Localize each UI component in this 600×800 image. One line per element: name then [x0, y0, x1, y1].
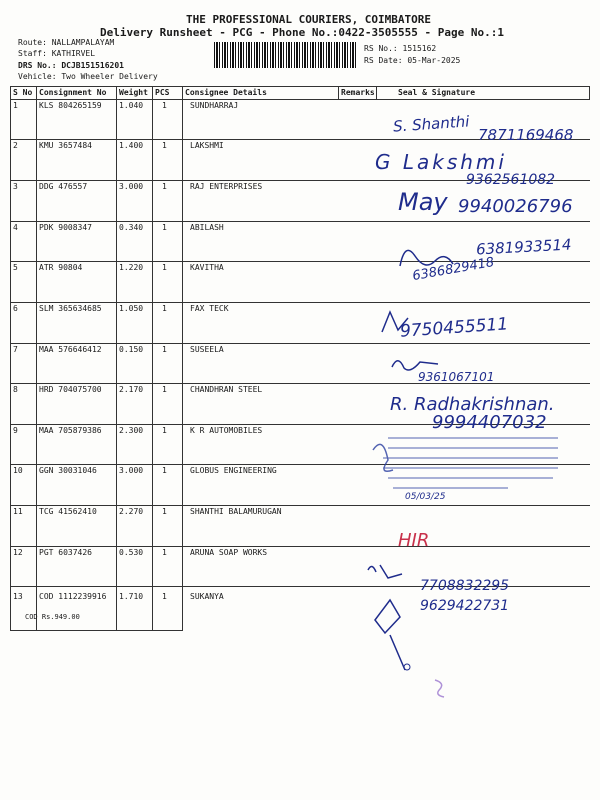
sheet-title: Delivery Runsheet - PCG - Phone No.:0422-3505555 - Page No.:1 — [100, 26, 504, 39]
handwritten-phone: 6386829418 — [411, 254, 496, 285]
row-weight: 2.300 — [119, 426, 144, 435]
col-seal: Seal & Signature — [398, 88, 476, 97]
row-weight: 0.340 — [119, 223, 144, 232]
drs-number: DRS No.: DCJB151516201 — [18, 61, 124, 70]
row-pcs: 1 — [162, 592, 167, 601]
row-consignment: KLS 804265159 — [39, 101, 102, 110]
row-consignment: PGT 6037426 — [39, 548, 92, 557]
row-consignment: SLM 365634685 — [39, 304, 102, 313]
handwritten-name: S. Shanthi — [392, 112, 470, 136]
row-pcs: 1 — [162, 548, 167, 557]
row-weight: 3.000 — [119, 466, 144, 475]
row-sno: 12 — [13, 548, 23, 557]
row-consignment: MAA 705879386 — [39, 426, 102, 435]
handwritten-phone: 7708832295 — [420, 578, 510, 594]
row-weight: 0.530 — [119, 548, 144, 557]
row-consignee: SUSEELA — [190, 345, 224, 354]
row-sno: 10 — [13, 466, 23, 475]
row-consignee: KAVITHA — [190, 263, 224, 272]
row-weight: 1.040 — [119, 101, 144, 110]
row-sno: 2 — [13, 141, 18, 150]
row-consignment: COD 1112239916 — [39, 592, 107, 601]
row-pcs: 1 — [162, 101, 167, 110]
row-weight: 1.710 — [119, 592, 144, 601]
row-consignee: SHANTHI BALAMURUGAN — [190, 507, 282, 516]
handwritten-date: 05/03/25 — [405, 492, 446, 502]
row-sno: 13 — [13, 592, 23, 601]
signature-scribble-icon — [366, 560, 406, 580]
row-consignment: TCG 41562410 — [39, 507, 97, 516]
row-weight: 1.220 — [119, 263, 144, 272]
row-pcs: 1 — [162, 141, 167, 150]
handwritten-phone: 9750455511 — [399, 314, 509, 342]
row-sno: 4 — [13, 223, 18, 232]
row-consignment: ATR 90804 — [39, 263, 83, 272]
row-pcs: 1 — [162, 182, 167, 191]
handwritten-phone: 6381933514 — [475, 235, 572, 259]
row-consignee: LAKSHMI — [190, 141, 224, 150]
col-sno: S No — [13, 88, 33, 97]
row-consignee: RAJ ENTERPRISES — [190, 182, 263, 191]
row-consignment: DDG 476557 — [39, 182, 88, 191]
row-sno: 9 — [13, 426, 18, 435]
rs-date: RS Date: 05-Mar-2025 — [364, 56, 461, 65]
row-consignee: SUNDHARRAJ — [190, 101, 239, 110]
col-consignee: Consignee Details — [185, 88, 267, 97]
handwritten-phone: 9361067101 — [418, 370, 495, 384]
col-remarks: Remarks — [341, 88, 375, 97]
row-pcs: 1 — [162, 263, 167, 272]
row-consignment: HRD 704075700 — [39, 385, 102, 394]
handwritten-phone: 9629422731 — [420, 598, 510, 614]
handwritten-name: G Lakshmi — [375, 150, 507, 174]
handwritten-name: May — [398, 188, 448, 216]
row-pcs: 1 — [162, 426, 167, 435]
row-weight: 0.150 — [119, 345, 144, 354]
row-pcs: 1 — [162, 385, 167, 394]
row-pcs: 1 — [162, 345, 167, 354]
row-weight: 1.400 — [119, 141, 144, 150]
row-pcs: 1 — [162, 223, 167, 232]
signature-scribble-icon — [370, 595, 420, 675]
row-pcs: 1 — [162, 304, 167, 313]
row-sno: 8 — [13, 385, 18, 394]
row-sno: 1 — [13, 101, 18, 110]
row-consignment: MAA 576646412 — [39, 345, 102, 354]
row-weight: 2.170 — [119, 385, 144, 394]
row-sno: 3 — [13, 182, 18, 191]
row-consignee: ABILASH — [190, 223, 224, 232]
row-weight: 2.270 — [119, 507, 144, 516]
row-consignment: GGN 30031046 — [39, 466, 97, 475]
vehicle: Vehicle: Two Wheeler Delivery — [18, 72, 158, 81]
route: Route: NALLAMPALAYAM — [18, 38, 115, 47]
row-consignee: ARUNA SOAP WORKS — [190, 548, 268, 557]
row-weight: 1.050 — [119, 304, 144, 313]
row-sno: 6 — [13, 304, 18, 313]
row-consignment: KMU 3657484 — [39, 141, 92, 150]
handwritten-name: R. Radhakrishnan. — [390, 394, 555, 415]
handwritten-note: HIR — [398, 530, 430, 551]
company-name: THE PROFESSIONAL COURIERS, COIMBATORE — [186, 13, 432, 26]
barcode — [214, 42, 357, 68]
row-sno: 7 — [13, 345, 18, 354]
col-weight: Weight — [119, 88, 148, 97]
row-consignee: K R AUTOMOBILES — [190, 426, 263, 435]
row-consignee: SUKANYA — [190, 592, 224, 601]
company-stamp-icon — [368, 430, 573, 510]
ink-smudge-icon — [430, 675, 450, 700]
col-consignment: Consignment No — [39, 88, 107, 97]
row-weight: 3.000 — [119, 182, 144, 191]
row-pcs: 1 — [162, 507, 167, 516]
row-sno: 11 — [13, 507, 23, 516]
cod-amount: COD Rs.949.00 — [25, 613, 80, 621]
row-consignee: CHANDHRAN STEEL — [190, 385, 263, 394]
row-sno: 5 — [13, 263, 18, 272]
handwritten-phone: 9994407032 — [432, 412, 547, 433]
row-consignment: PDK 9008347 — [39, 223, 92, 232]
row-consignee: FAX TECK — [190, 304, 229, 313]
row-consignee: GLOBUS ENGINEERING — [190, 466, 277, 475]
handwritten-phone: 7871169468 — [478, 126, 574, 144]
handwritten-phone: 9362561082 — [466, 172, 556, 188]
handwritten-phone: 9940026796 — [458, 196, 573, 217]
row-pcs: 1 — [162, 466, 167, 475]
rs-number: RS No.: 1515162 — [364, 44, 437, 53]
staff: Staff: KATHIRVEL — [18, 49, 96, 58]
col-pcs: PCS — [155, 88, 170, 97]
